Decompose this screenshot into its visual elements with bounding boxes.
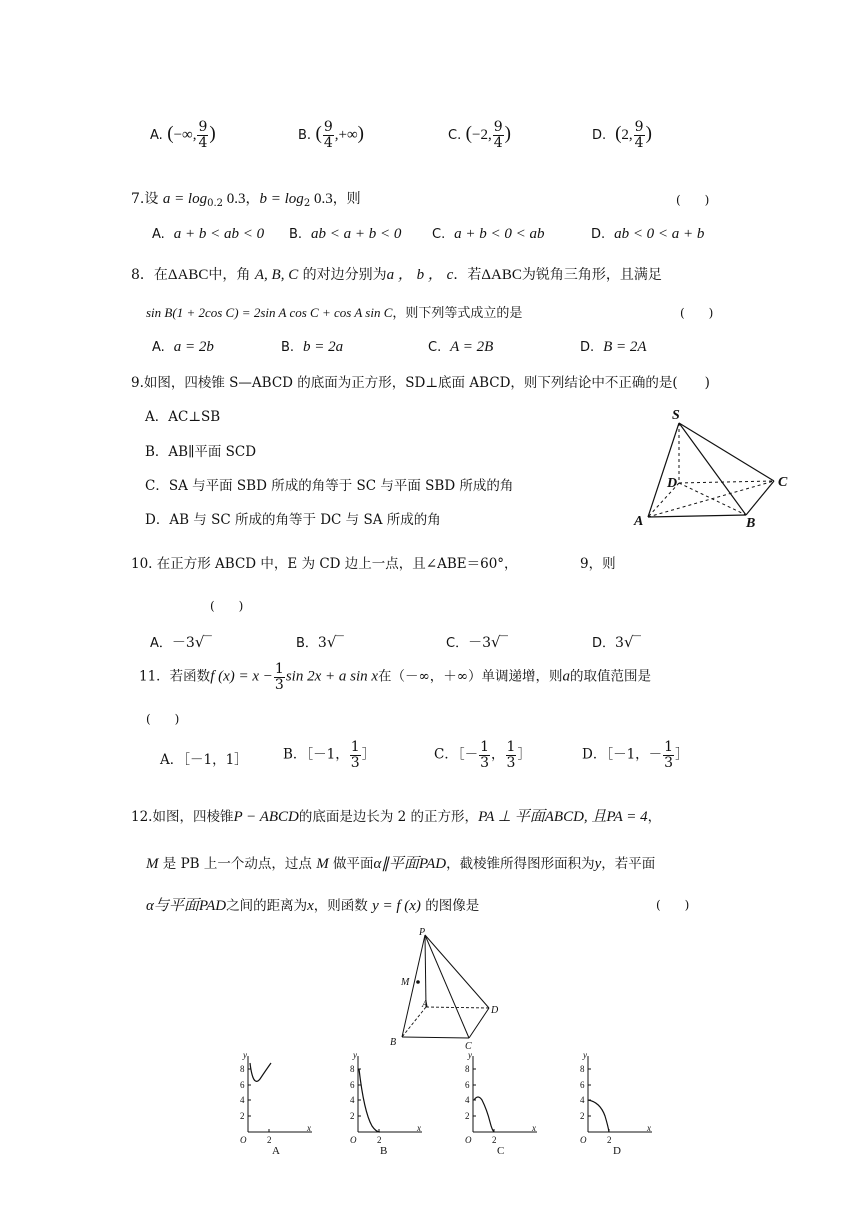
svg-text:2: 2: [465, 1111, 470, 1121]
q8-option-d: D. B = 2A: [580, 339, 647, 355]
q10-option-c: C．－3√‾: [446, 633, 509, 651]
fraction: $\frac{9}{4}$: [634, 119, 644, 151]
sqrt-sign: √‾: [623, 633, 641, 651]
sqrt-sign: √‾: [491, 633, 509, 651]
q7-option-c: C. a + b < 0 < ab: [432, 226, 545, 242]
curve-b: [359, 1069, 380, 1132]
q9-option-c: C．SA 与平面 SBD 所成的角等于 SC 与平面 SBD 所成的角: [145, 478, 514, 494]
fraction: $\frac{9}{4}$: [198, 119, 208, 151]
svg-text:6: 6: [580, 1080, 585, 1090]
q11-option-a: A．［－1，1］: [160, 752, 248, 768]
q8-option-c: C. A = 2B: [428, 339, 494, 355]
edge-sb: [679, 423, 746, 515]
svg-text:4: 4: [580, 1095, 585, 1105]
svg-text:8: 8: [240, 1064, 245, 1074]
fraction: $\frac{1}{3}$: [350, 739, 360, 771]
edge-cd: [469, 1008, 489, 1038]
edge-sc: [679, 423, 774, 481]
point-m: [416, 980, 420, 984]
sqrt-sign: √‾: [194, 633, 212, 651]
edge-bc: [402, 1037, 469, 1038]
svg-text:6: 6: [240, 1080, 245, 1090]
q9-option-d: D．AB 与 SC 所成的角等于 DC 与 SA 所成的角: [145, 512, 441, 528]
svg-text:O: O: [465, 1135, 472, 1145]
q10-stem: 10. 在正方形 ABCD 中，E 为 CD 边上一点，且∠ABE＝60°，: [131, 556, 518, 572]
svg-text:x: x: [417, 1123, 421, 1133]
fraction: $\frac{1}{3}$: [480, 739, 490, 771]
q8-stem-line2: sin B(1 + 2cos C) = 2sin A cos C + cos A sin C，则下列等式成立的是: [146, 305, 523, 321]
q11-answer-bracket: ( ): [146, 712, 180, 726]
edge-ab: [648, 515, 746, 517]
curve-a: [250, 1063, 271, 1081]
q7-stem: 7.设 $a = \log_{0.2} 0.3$，$b = \log_2 0.3$，则: [131, 191, 361, 209]
svg-text:4: 4: [465, 1095, 470, 1105]
q10-option-a: A．－3√‾: [150, 633, 212, 651]
label-a: A: [634, 514, 644, 529]
svg-text:2: 2: [377, 1135, 382, 1145]
svg-text:2: 2: [267, 1135, 272, 1145]
q8-option-a: A. a = 2b: [152, 339, 214, 355]
label-a: A: [422, 999, 429, 1010]
edge-ad: [426, 1007, 489, 1008]
q7-option-d: D. ab < 0 < a + b: [591, 226, 705, 242]
label-m: M: [401, 977, 410, 988]
q9-pyramid-figure: [630, 405, 800, 530]
svg-text:x: x: [647, 1123, 651, 1133]
q12-stem-line1: 12.如图，四棱锥P − ABCD的底面是边长为 2 的正方形，PA ⊥ 平面ABCD, 且PA = 4，: [131, 809, 662, 825]
svg-text:8: 8: [350, 1064, 355, 1074]
fraction: $\frac{9}{4}$: [493, 119, 503, 151]
label-p: P: [419, 927, 426, 938]
q6-option-b: B. ( $\frac{9}{4}$ ,+∞): [298, 119, 364, 151]
edge-pd: [425, 935, 489, 1008]
q9-stem: 9.如图，四棱锥 S—ABCD 的底面为正方形，SD⊥底面 ABCD，则下列结论中不正确的是( ): [131, 375, 710, 391]
svg-text:2: 2: [240, 1111, 245, 1121]
fraction: $\frac{1}{3}$: [664, 739, 674, 771]
svg-text:6: 6: [350, 1080, 355, 1090]
q10-option-b: B．3√‾: [296, 633, 344, 651]
q12-stem-line3: α与平面PAD之间的距离为x，则函数 y = f (x) 的图像是: [146, 898, 480, 914]
svg-text:x: x: [307, 1123, 311, 1133]
q6-option-c: C. (−2, $\frac{9}{4}$ ): [448, 119, 511, 151]
edge-pc: [425, 935, 469, 1038]
q11-option-c: C．［－ $\frac{1}{3}$ ， $\frac{1}{3}$ ］: [434, 739, 531, 771]
fraction: $\frac{1}{3}$: [506, 739, 516, 771]
label-c: C: [465, 1041, 472, 1050]
label-s: S: [672, 408, 680, 423]
edge-dc: [679, 481, 774, 483]
q9-option-b: B．AB∥平面 SCD: [145, 444, 257, 460]
curve-c: [474, 1097, 494, 1132]
q6-option-d: D. (2, $\frac{9}{4}$ ): [592, 119, 652, 151]
fraction: $\frac{9}{4}$: [323, 119, 333, 151]
q8-option-b: B. b = 2a: [281, 339, 344, 355]
q12-pyramid-figure: [382, 925, 512, 1050]
q11-option-b: B．［－1， $\frac{1}{3}$ ］: [283, 739, 376, 771]
diag-db: [679, 483, 746, 515]
q11-option-d: D．［－1，－ $\frac{1}{3}$ ］: [582, 739, 689, 771]
q12-answer-bracket: ( ): [656, 898, 690, 912]
svg-text:x: x: [532, 1123, 536, 1133]
svg-text:O: O: [580, 1135, 587, 1145]
svg-text:8: 8: [465, 1064, 470, 1074]
fraction: $\frac{1}{3}$: [274, 661, 284, 693]
svg-text:D: D: [613, 1145, 621, 1157]
svg-text:y: y: [353, 1050, 357, 1060]
label-d: D: [667, 476, 678, 491]
q8-stem-line1: 8．在ΔABC中，角 A, B, C 的对边分别为a ， b ， c．若ΔABC为锐角三角形，且满足: [131, 267, 662, 283]
svg-text:y: y: [243, 1050, 247, 1060]
q12-stem-line2: M 是 PB 上一个动点，过点 M 做平面α∥平面PAD，截棱锥所得图形面积为y，若平面: [146, 856, 656, 872]
graph-d: [570, 1050, 660, 1158]
svg-text:4: 4: [350, 1095, 355, 1105]
q7-answer-bracket: ( ): [676, 193, 710, 207]
svg-text:2: 2: [492, 1135, 497, 1145]
q10-option-d: D．3√‾: [592, 633, 641, 651]
q8-answer-bracket: ( ): [680, 306, 714, 320]
label-b: B: [390, 1037, 397, 1048]
q10-stem-tail: 9，则: [580, 556, 616, 572]
curve-d: [588, 1100, 609, 1132]
sqrt-sign: √‾: [326, 633, 344, 651]
q7-option-a: A. a + b < ab < 0: [152, 226, 265, 242]
edge-sa: [648, 423, 679, 517]
svg-text:C: C: [497, 1145, 505, 1157]
graph-b: [340, 1050, 430, 1158]
graph-c: [455, 1050, 545, 1158]
svg-text:B: B: [380, 1145, 388, 1157]
svg-text:8: 8: [580, 1064, 585, 1074]
q10-answer-bracket: ( ): [210, 599, 244, 613]
svg-text:2: 2: [580, 1111, 585, 1121]
label-b: B: [746, 516, 756, 530]
edge-pa: [425, 935, 426, 1007]
svg-text:6: 6: [465, 1080, 470, 1090]
label-c: C: [778, 475, 788, 490]
svg-text:2: 2: [350, 1111, 355, 1121]
q11-stem: 11．若函数f (x) = x − $\frac{1}{3}$ sin 2x + a sin x在（－∞，＋∞）单调递增，则a的取值范围是: [139, 661, 652, 693]
edge-bc: [746, 481, 774, 515]
svg-text:4: 4: [240, 1095, 245, 1105]
svg-text:O: O: [350, 1135, 357, 1145]
q9-option-a: A．AC⊥SB: [145, 409, 221, 425]
svg-text:O: O: [240, 1135, 247, 1145]
q6-option-a: A. (−∞, $\frac{9}{4}$ ): [150, 119, 216, 151]
svg-text:A: A: [272, 1145, 280, 1157]
svg-text:2: 2: [607, 1135, 612, 1145]
q7-option-b: B. ab < a + b < 0: [289, 226, 402, 242]
label-d: D: [491, 1005, 499, 1016]
svg-text:y: y: [583, 1050, 587, 1060]
graph-a: [230, 1050, 320, 1158]
svg-text:y: y: [468, 1050, 472, 1060]
